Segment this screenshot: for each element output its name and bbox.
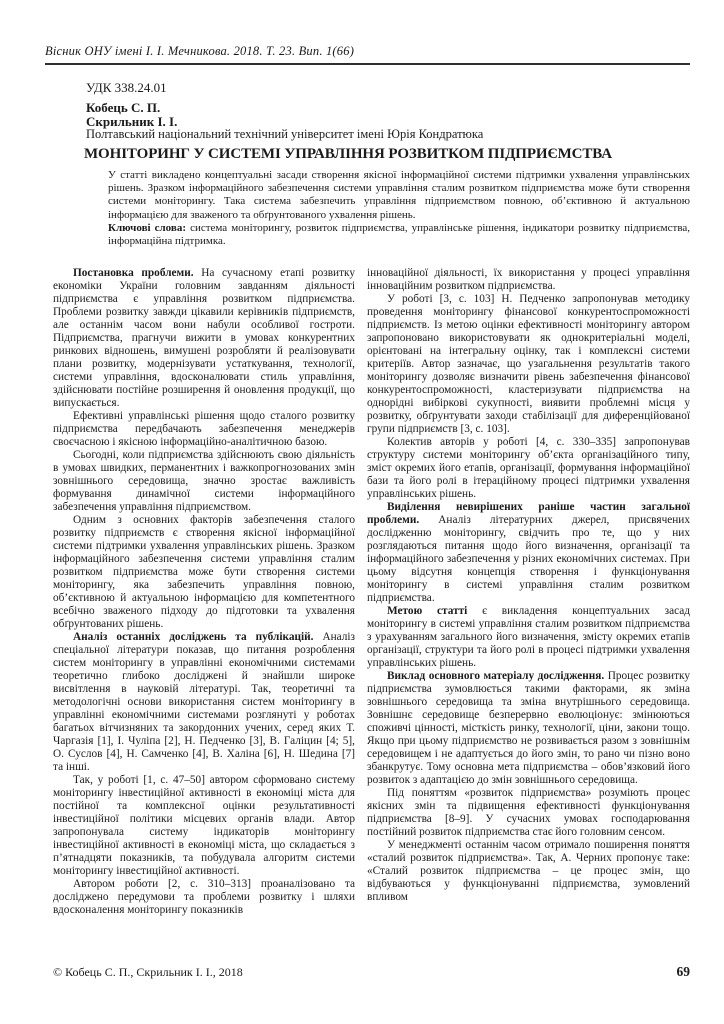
paragraph-lead: Аналіз останніх досліджень та публікацій. [73, 631, 314, 643]
paragraph: інноваційної діяльності, їх використання у процесі управління інноваційним розвитком підприємства. [367, 267, 690, 292]
paragraph: Під поняттям «розвиток підприємства» розуміють процес якісних змін та підвищення ефективності функціонування підприємства [8–9]. У сучасних умовах господарювання постійний розвиток підприємства стає його головним сенсом. [367, 787, 690, 838]
author-name: Кобець С. П. [86, 100, 161, 115]
keywords-text: система моніторингу, розвиток підприємства, управлінське рішення, індикатори розвитку підприємства, інформаційна підтримка. [108, 221, 691, 248]
paragraph-lead: Виділення невирішених раніше частин загальної проблеми. [367, 501, 690, 526]
paragraph-lead: Постановка проблеми. [73, 267, 194, 279]
udc-code: УДК 338.24.01 [86, 80, 167, 95]
paragraph: Виділення невирішених раніше частин загальної проблеми. Аналіз літературних джерел, присвячених дослідженню моніторингу, свідчить про те, що у них розглядаються питання щодо його визначення, організації та інформаційного забезпечення у різних економічних системах. При цьому відсутня концепція створення і функціонування моніторингу в системі управління сталим розвитком підприємства. [367, 501, 690, 604]
keywords-label: Ключові слова: [108, 221, 186, 234]
paragraph: У менеджменті останнім часом отримало поширення поняття «сталий розвиток підприємства». Так, А. Черних пропонує таке: «Сталий розвиток підприємства – це процес змін, що відбуваються у функціонуванні підприємства, зумовлений впливом [367, 839, 690, 903]
abstract [108, 169, 690, 248]
paragraph: Колектив авторів у роботі [4, с. 330–335] запропонував структуру системи моніторингу об’єкта організаційного типу, зміст окремих його етапів, організації, формування інформаційної бази та його ролі в ітераційному процесі підтримки ухвалення управлінських рішень. [367, 436, 690, 500]
paragraph: Аналіз останніх досліджень та публікацій. Аналіз спеціальної літератури показав, що питання розроблення систем моніторингу в управлінні економічними системами теоретично глибоко досліджені й знайшли широке висвітлення в науковій літературі. Так, теоретичні та методологічні основи використання систем моніторингу в управлінні економічними системами розглянуті у роботах багатьох вітчизняних та закордонних учених, серед яких Т. Чаргазія [1], І. Чуліпа [2], Н. Педченко [3], В. Галіцин [4; 5], О. Суслов [4], Н. Самченко [4], В. Халіна [6], Н. Шедина [7] та інші. [53, 631, 356, 773]
paragraph: Так, у роботі [1, с. 47–50] автором сформовано систему моніторингу інвестиційної активності в економіці міста для постійної та комплексної оцінки результативності інвестиційної політики місцевих органів влади. Автор запропонувала систему індикаторів моніторингу інвестиційної активності в економіці міста, що складається з п’ятнадцяти показників, та побудувала алгоритм системи моніторингу інвестиційної активності. [53, 774, 355, 877]
paragraph: Виклад основного матеріалу дослідження. Процес розвитку підприємства зумовлюється такими факторами, як зміна зовнішнього середовища та зміна внутрішнього середовища. Зовнішнє середовище безперервно еволюціонує: змінюються споживчі цінності, місткість ринку, технології, ціни, закони тощо. Якщо при цьому підприємство не розвивається разом з зовнішнім середовищем і не адаптується до його змін, то рано чи пізно воно збанкрутує. Тому основна мета підприємства – обов’язковий його розвиток з адаптацією до змін зовнішнього середовища. [367, 670, 690, 786]
authors-block [86, 101, 177, 128]
right-column [367, 267, 690, 961]
page-number: 69 [676, 964, 690, 979]
paragraph-lead: Виклад основного матеріалу дослідження. [387, 670, 605, 682]
paragraph: Одним з основних факторів забезпечення сталого розвитку підприємств є створення якісної інформаційної системи підтримки ухвалення управлінських рішень. Зразком інформаційного забезпечення системи управління сталим розвитком підприємства може бути створення системи моніторингу, яка забезпечить управління повною, об’єктивною й актуальною інформацією для компетентного всебічно зваженого підходу до підготовки та ухвалення обґрунтованих рішень. [53, 514, 355, 630]
keywords-line [108, 222, 690, 248]
author-name: Скрильник І. І. [86, 113, 178, 129]
paragraph: Сьогодні, коли підприємства здійснюють свою діяльність в умовах швидких, перманентних і важкопрогнозованих змін зовнішнього середовища, значно зростає важливість формування динамічної системи інформаційного забезпечення управління підприємством. [53, 449, 355, 513]
affiliation: Полтавський національний технічний університет імені Юрія Кондратюка [86, 127, 484, 141]
paragraph-lead: Метою статті [387, 605, 468, 617]
paragraph: Автором роботи [2, с. 310–313] проаналізовано та досліджено передумови та проблеми розвитку і шляхи вдосконалення моніторингу показників [53, 878, 355, 916]
paragraph: У роботі [3, с. 103] Н. Педченко запропонував методику проведення моніторингу фінансової конкурентоспроможності підприємств. Із метою оцінки ефективності моніторингу автором запропоновано використовувати як однокритеріальні моделі, орієнтовані на інтегральну оцінку, так і комплексні системи критеріїв. Автор зазначає, що узагальнення результатів такого моніторингу дозволяє визначити рівень забезпечення фінансової конкурентоспроможності, кластеризувати підприємства на однорідні вибіркові сукупності, виявити проблемні місця у розвитку, обґрунтувати заходи стабілізації для диференційованої групи підприємств [3, с. 103]. [367, 293, 690, 435]
article-body [53, 267, 690, 961]
running-head: Вісник ОНУ імені І. І. Мечникова. 2018. Т. 23. Вип. 1(66) [45, 44, 355, 58]
paragraph: Постановка проблеми. На сучасному етапі розвитку економіки України головним завданням діяльності підприємства є управління розвитком підприємства. Проблеми розвитку завжди цікавили керівників підприємств, але останнім часом вони набули особливої гостроти. Підприємства, прагнучи вижити в умовах конкурентних ринкових відношень, вимушені розробляти й реалізовувати плани розвитку, модернізувати устаткування, технології, системи управління, вдосконалювати стиль управління, здійснювати постійне розширення й оновлення продукції, що випускається. [53, 267, 355, 409]
copyright-notice: © Кобець С. П., Скрильник І. І., 2018 [53, 965, 243, 979]
article-title: МОНІТОРИНГ У СИСТЕМІ УПРАВЛІННЯ РОЗВИТКОМ ПІДПРИЄМСТВА [84, 146, 612, 162]
paragraph: Ефективні управлінські рішення щодо сталого розвитку підприємства передбачають забезпечення менеджерів своєчасною і якісною інформаційно-аналітичною базою. [53, 410, 355, 448]
paragraph: Метою статті є викладення концептуальних засад моніторингу в системі управління сталим розвитком підприємства з урахуванням загального його визначення, змісту окремих етапів організації, структури та його ролі в процесі підтримки ухвалення управлінських рішень. [367, 605, 690, 669]
header-divider [45, 63, 690, 65]
page-footer [53, 964, 690, 980]
abstract-text: У статті викладено концептуальні засади створення якісної інформаційної системи підтримки ухвалення управлінських рішень. Зразком інформаційного забезпечення системи управління сталим розвитком підприємства може бути створення системи моніторингу. Така система забезпечить управління підприємством повною, об’єктивною й актуальною інформацією для зваженого та обґрунтованого ухвалення рішень. [108, 169, 690, 221]
left-column [53, 267, 355, 961]
